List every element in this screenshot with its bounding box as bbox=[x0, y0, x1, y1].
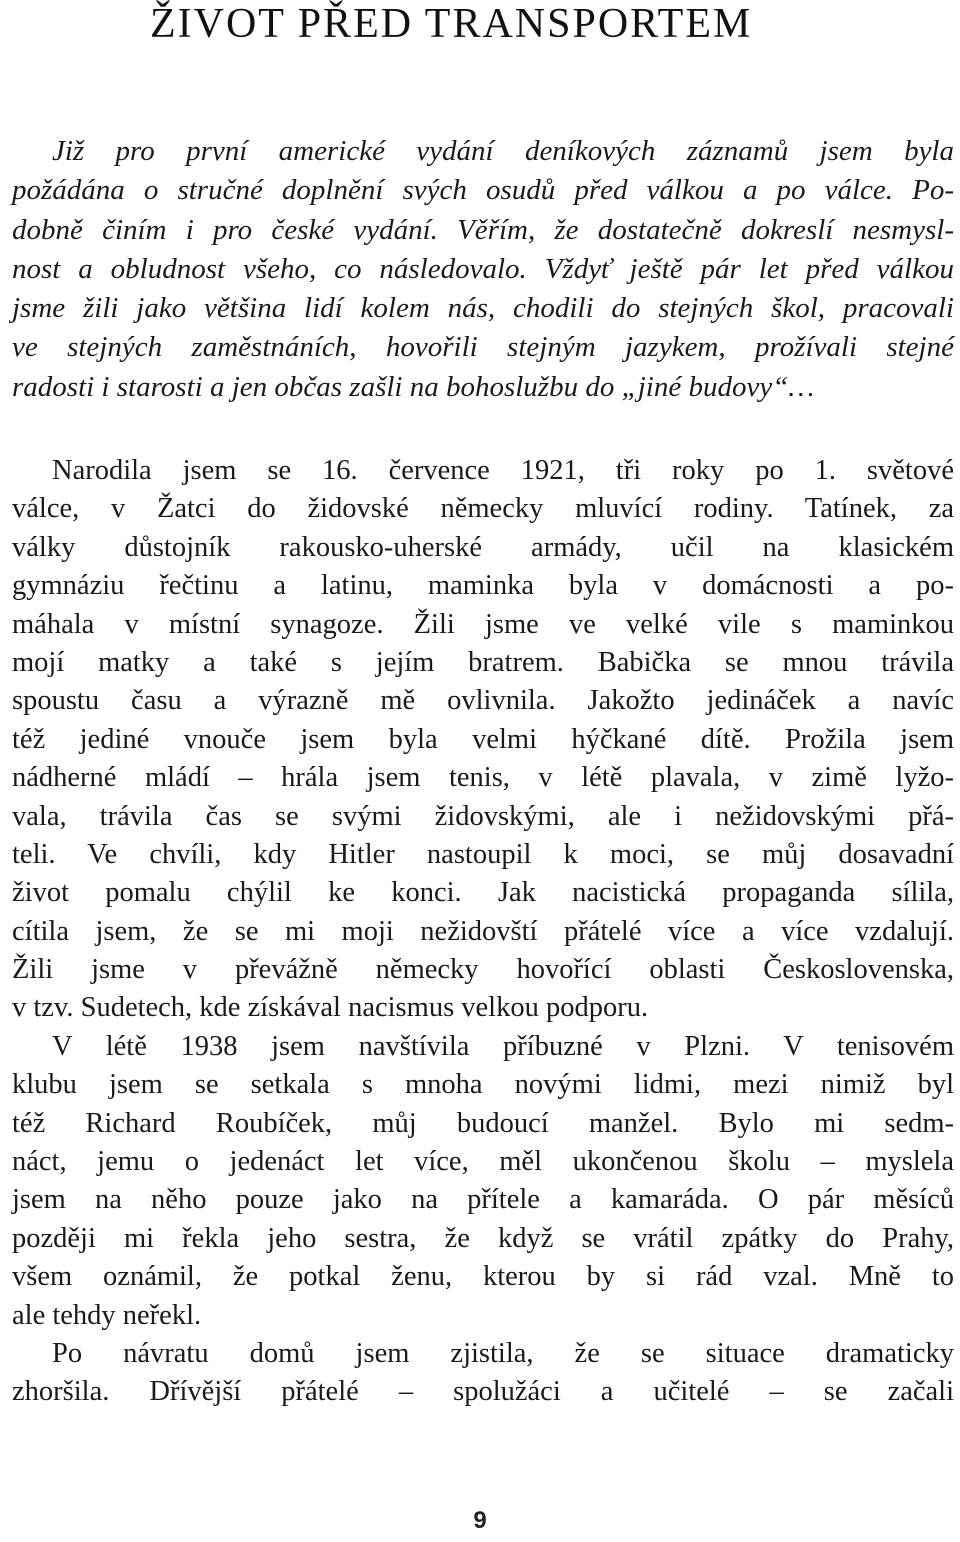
body-line: máhala v místní synagoze. Žili jsme ve velké vile s maminkou bbox=[12, 608, 954, 640]
page-number: 9 bbox=[473, 1507, 487, 1534]
intro-line: požádána o stručné doplnění svých osudů před válkou a po válce. Po- bbox=[12, 174, 954, 207]
body-line: náct, jemu o jedenáct let více, měl ukončenou školu – myslela bbox=[12, 1146, 954, 1178]
body-line: teli. Ve chvíli, kdy Hitler nastoupil k moci, se můj dosavadní bbox=[12, 838, 954, 870]
body-line: též jediné vnouče jsem byla velmi hýčkané dítě. Prožila jsem bbox=[12, 723, 954, 755]
body-line: všem oznámil, že potkal ženu, kterou by si rád vzal. Mně to bbox=[12, 1261, 954, 1293]
intro-paragraph bbox=[12, 132, 954, 407]
body-line: zhoršila. Dřívější přátelé – spolužáci a učitelé – se začali bbox=[12, 1376, 954, 1408]
body-line: cítila jsem, že se mi moji nežidovští přátelé více a více vzdalují. bbox=[12, 915, 954, 947]
body-line: v tzv. Sudetech, kde získával nacismus velkou podporu. bbox=[12, 992, 649, 1024]
body-line: Narodila jsem se 16. července 1921, tři roky po 1. světové bbox=[52, 455, 954, 486]
body-line: jsem na něho pouze jako na přítele a kamaráda. O pár měsíců bbox=[12, 1184, 954, 1216]
body-line: V létě 1938 jsem navštívila příbuzné v Plzni. V tenisovém bbox=[52, 1030, 954, 1062]
body-line: život pomalu chýlil ke konci. Jak nacistická propaganda sílila, bbox=[12, 877, 954, 909]
body-line: nádherné mládí – hrála jsem tenis, v létě plavala, v zimě lyžo- bbox=[12, 762, 954, 794]
intro-line: Již pro první americké vydání deníkových záznamů jsem byla bbox=[52, 135, 954, 167]
body-line: mojí matky a také s jejím bratrem. Babička se mnou trávila bbox=[12, 646, 954, 678]
chapter-title: ŽIVOT PŘED TRANSPORTEM bbox=[150, 1, 753, 47]
body-line: gymnáziu řečtinu a latinu, maminka byla v domácnosti a po- bbox=[12, 570, 954, 602]
body-line: klubu jsem se setkala s mnoha novými lidmi, mezi nimiž byl bbox=[12, 1069, 954, 1101]
body-line: války důstojník rakousko-uherské armády, učil na klasickém bbox=[12, 531, 954, 563]
intro-line: radosti i starosti a jen občas zašli na bohoslužbu do „jiné budovy“… bbox=[12, 370, 815, 403]
intro-line: ve stejných zaměstnáních, hovořili stejným jazykem, prožívali stejné bbox=[12, 331, 954, 364]
body-line: ale tehdy neřekl. bbox=[12, 1299, 202, 1331]
body-line: válce, v Žatci do židovské německy mluvící rodiny. Tatínek, za bbox=[12, 493, 954, 525]
body-text bbox=[12, 452, 954, 1412]
intro-line: nost a obludnost všeho, co následovalo. Vždyť ještě pár let před válkou bbox=[12, 252, 954, 285]
body-line: později mi řekla jeho sestra, že když se vrátil zpátky do Prahy, bbox=[12, 1222, 954, 1254]
body-line: vala, trávila čas se svými židovskými, ale i nežidovskými přá- bbox=[12, 800, 954, 832]
body-line: též Richard Roubíček, můj budoucí manžel. Bylo mi sedm- bbox=[12, 1107, 954, 1139]
intro-line: dobně činím i pro české vydání. Věřím, že dostatečně dokreslí nesmysl- bbox=[12, 213, 954, 246]
intro-line: jsme žili jako většina lidí kolem nás, chodili do stejných škol, pracovali bbox=[12, 292, 954, 325]
body-line: Po návratu domů jsem zjistila, že se situace dramaticky bbox=[52, 1337, 954, 1369]
body-line: Žili jsme v převážně německy hovořící oblasti Československa, bbox=[12, 954, 954, 986]
body-line: spoustu času a výrazně mě ovlivnila. Jakožto jedináček a navíc bbox=[12, 685, 954, 717]
